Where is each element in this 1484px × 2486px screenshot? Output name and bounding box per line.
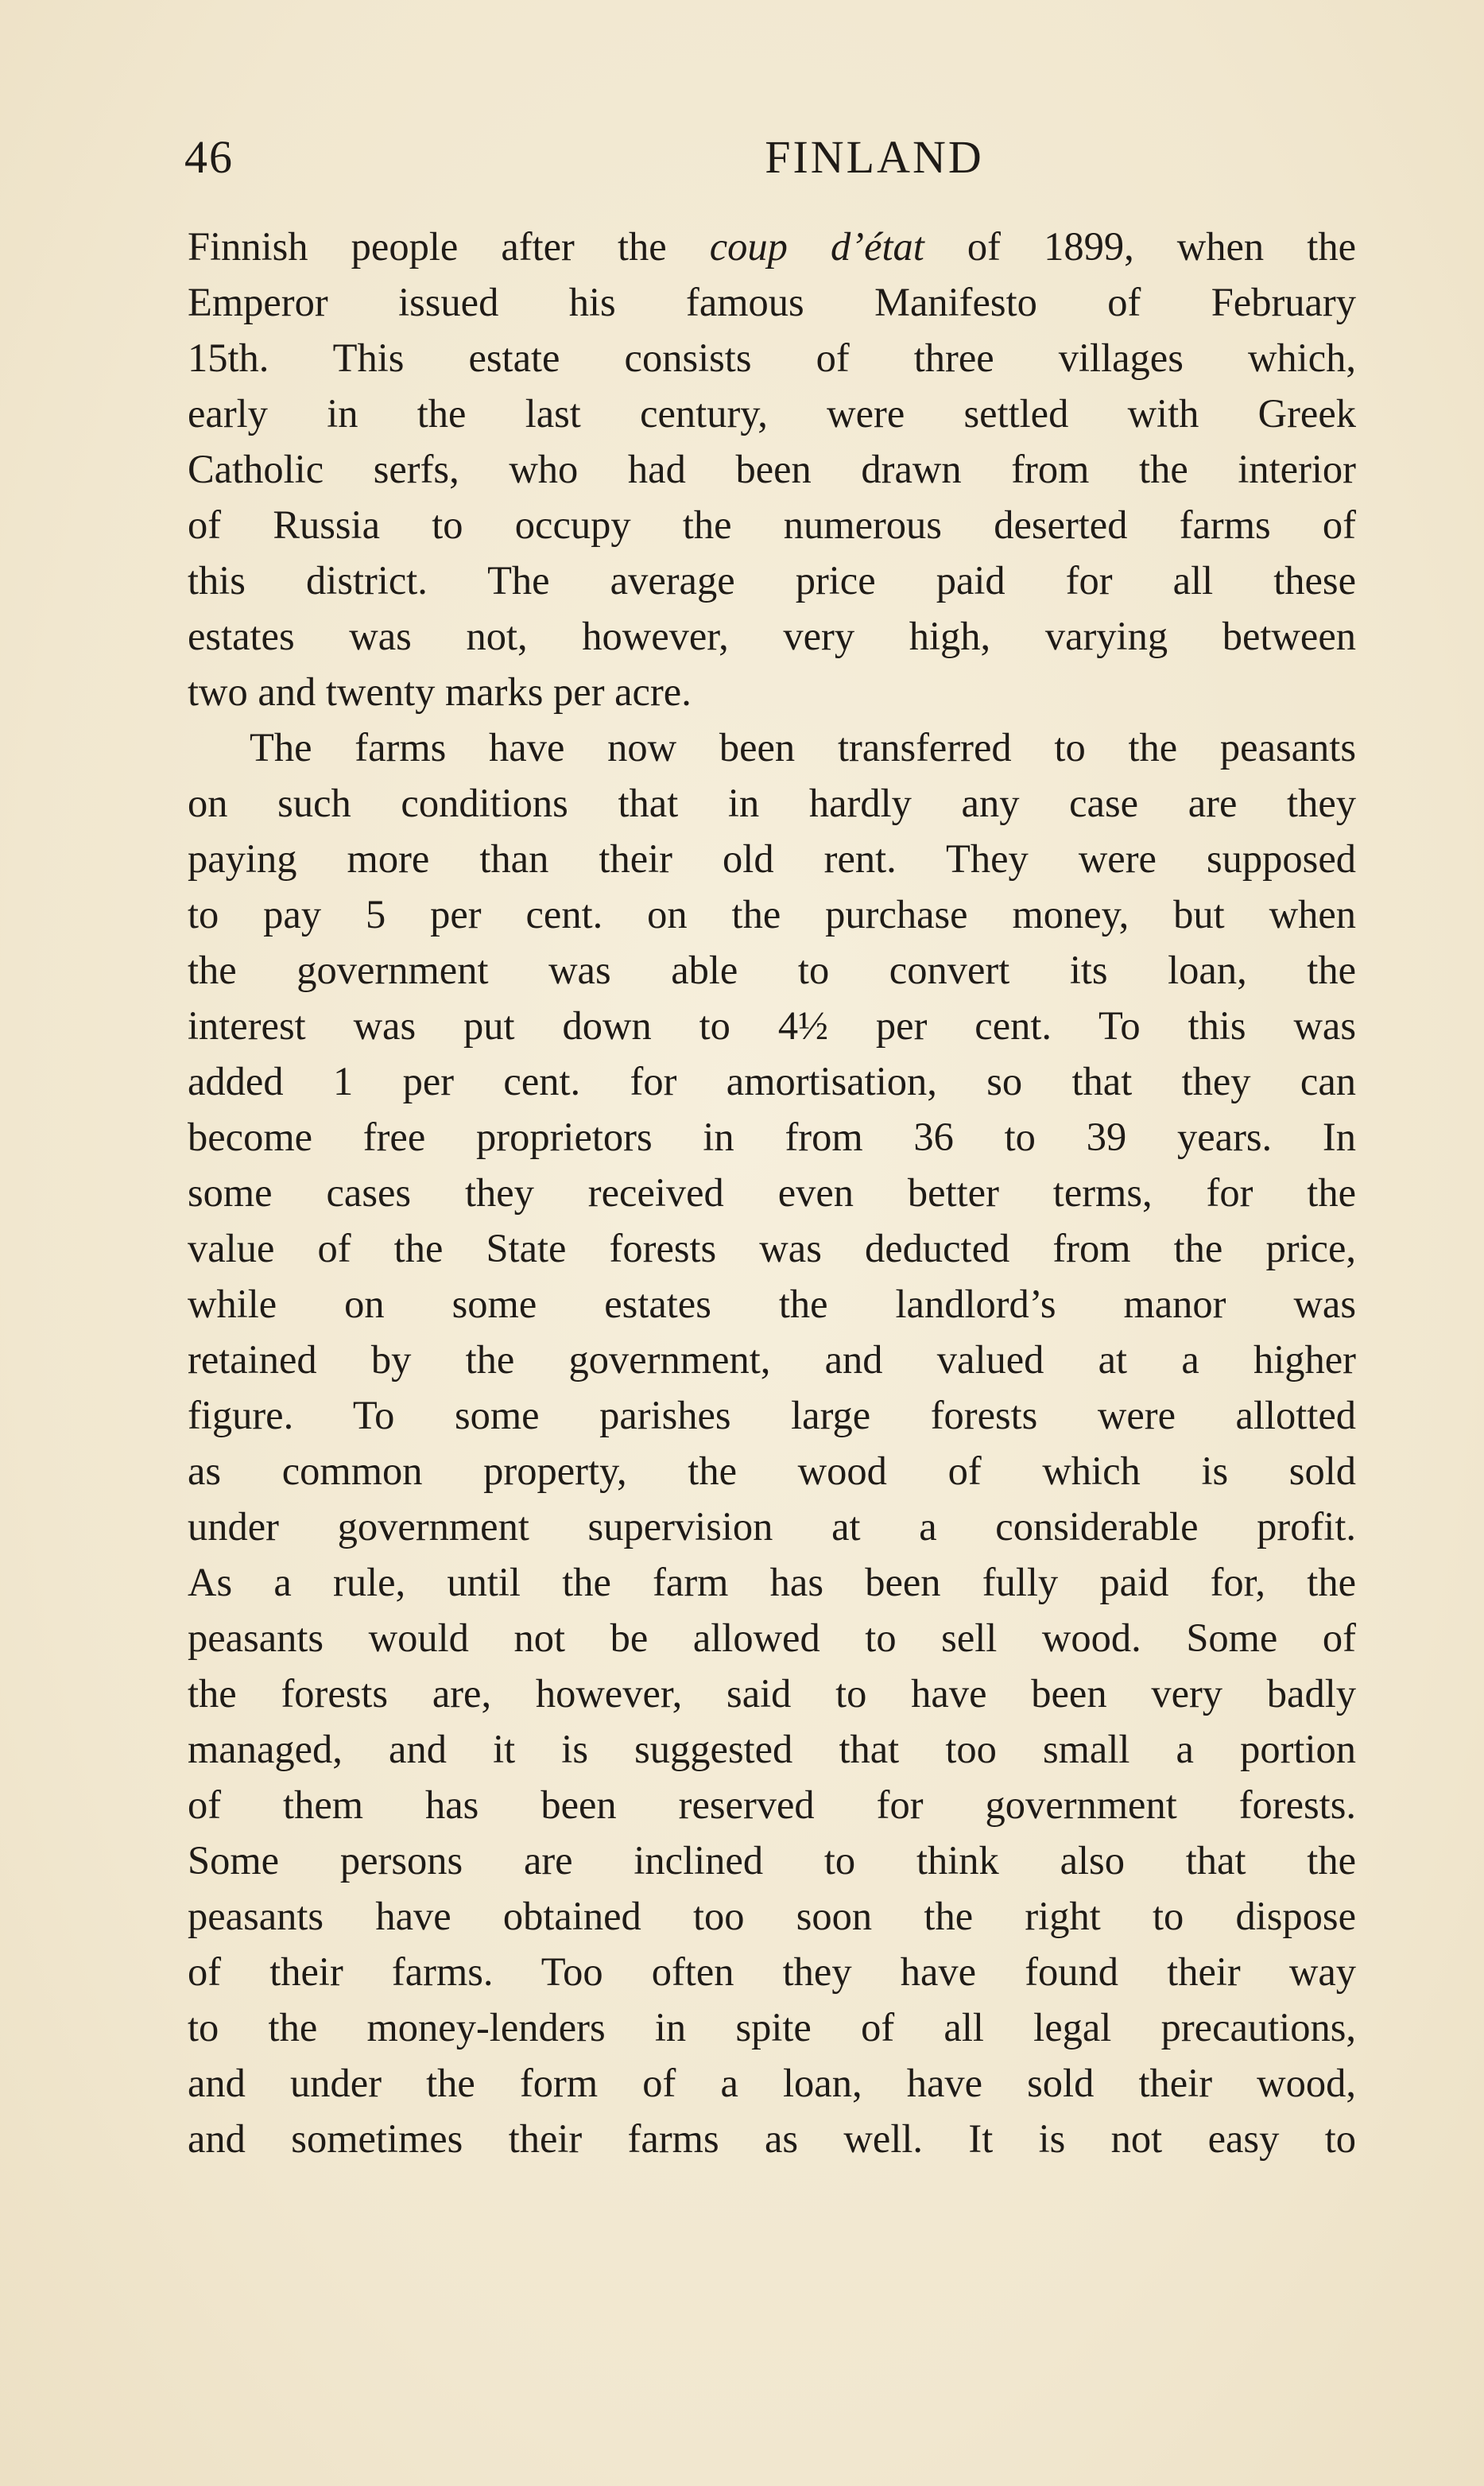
- text-line: the forests are, however, said to have been very badly: [188, 1671, 1356, 1716]
- text-line: early in the last century, were settled with Greek: [188, 391, 1356, 436]
- text-line: interest was put down to 4½ per cent. To this was: [188, 1003, 1356, 1048]
- text-line: paying more than their old rent. They were supposed: [188, 836, 1356, 881]
- text-line: to pay 5 per cent. on the purchase money, but when: [188, 892, 1356, 937]
- text-line: this district. The average price paid for all these: [188, 558, 1356, 603]
- text-line: As a rule, until the farm has been fully paid for, the: [188, 1560, 1356, 1604]
- text-line: retained by the government, and valued at a higher: [188, 1337, 1356, 1382]
- text-line: become free proprietors in from 36 to 39 years. In: [188, 1115, 1356, 1159]
- text-line: of their farms. Too often they have found their way: [188, 1949, 1356, 1994]
- text-line: Catholic serfs, who had been drawn from the interior: [188, 447, 1356, 491]
- text-line: as common property, the wood of which is sold: [188, 1449, 1356, 1493]
- text-line: some cases they received even better terms, for the: [188, 1170, 1356, 1215]
- text-line: under government supervision at a considerable profit.: [188, 1504, 1356, 1549]
- text-line: Emperor issued his famous Manifesto of February: [188, 280, 1356, 324]
- text-line: figure. To some parishes large forests were allotted: [188, 1393, 1356, 1437]
- text-line: and under the form of a loan, have sold their wood,: [188, 2061, 1356, 2105]
- text-line: peasants would not be allowed to sell wood. Some of: [188, 1615, 1356, 1660]
- text-line: the government was able to convert its loan, the: [188, 948, 1356, 992]
- running-head: FINLAND: [765, 131, 984, 183]
- text-line: added 1 per cent. for amortisation, so that they can: [188, 1059, 1356, 1103]
- page-header: [184, 126, 1358, 189]
- text-line: of them has been reserved for government forests.: [188, 1782, 1356, 1827]
- text-line: 15th. This estate consists of three villages which,: [188, 335, 1356, 380]
- text-run: Finnish people after the: [188, 224, 710, 269]
- text-line: to the money-lenders in spite of all legal precautions,: [188, 2005, 1356, 2050]
- text-line: and sometimes their farms as well. It is not easy to: [188, 2116, 1356, 2161]
- text-line: The farms have now been transferred to the peasants: [250, 725, 1356, 770]
- text-line: two and twenty marks per acre.: [188, 669, 692, 714]
- text-line: estates was not, however, very high, varying between: [188, 614, 1356, 658]
- text-line: managed, and it is suggested that too small a portion: [188, 1727, 1356, 1771]
- text-line: on such conditions that in hardly any case are they: [188, 781, 1356, 825]
- text-run: of 1899, when the: [924, 224, 1356, 269]
- text-line: while on some estates the landlord’s manor was: [188, 1282, 1356, 1326]
- text-line: peasants have obtained too soon the right to dispose: [188, 1894, 1356, 1938]
- text-line: value of the State forests was deducted from the price,: [188, 1226, 1356, 1270]
- page-number: 46: [184, 131, 234, 183]
- text-line: Some persons are inclined to think also that the: [188, 1838, 1356, 1883]
- italic-phrase: coup d’état: [709, 224, 924, 269]
- text-line: [188, 219, 1356, 274]
- text-line: of Russia to occupy the numerous deserted farms of: [188, 502, 1356, 547]
